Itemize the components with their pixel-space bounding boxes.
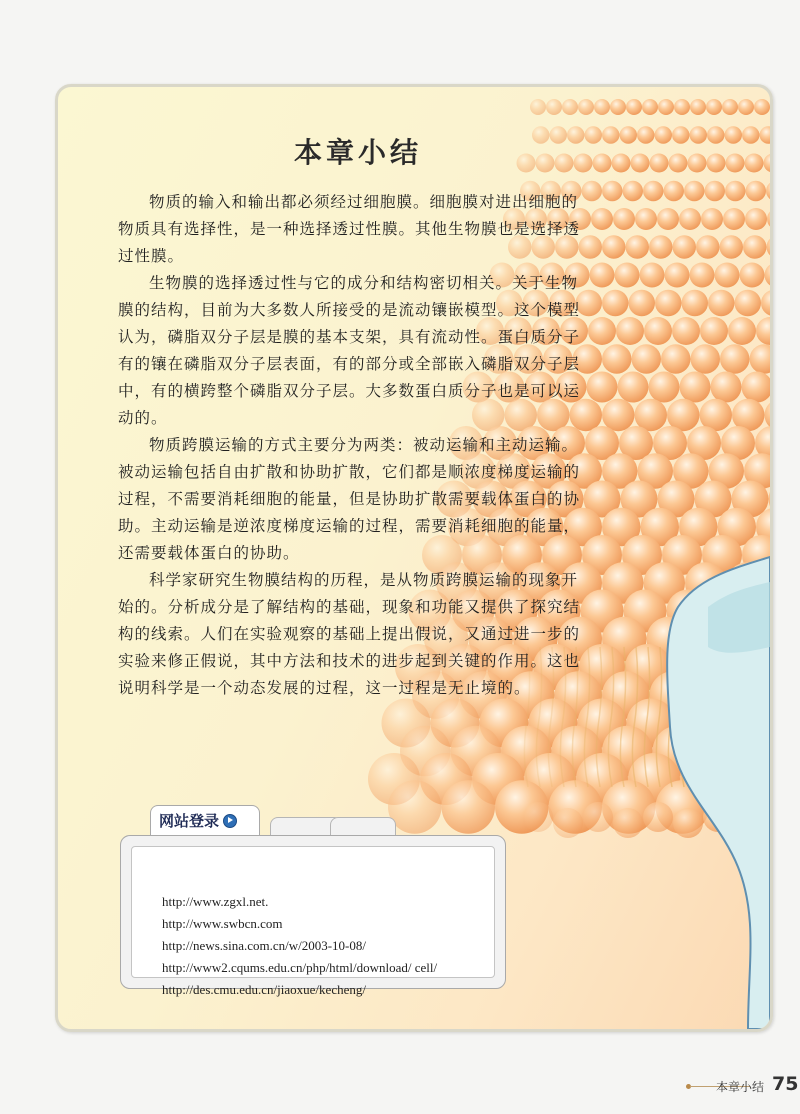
tab-label: 网站登录 bbox=[159, 812, 220, 830]
phospholipid-head bbox=[623, 181, 644, 202]
phospholipid-head bbox=[643, 802, 673, 832]
phospholipid-head bbox=[764, 154, 771, 173]
phospholipid-head bbox=[679, 208, 701, 230]
phospholipid-head bbox=[690, 263, 715, 288]
phospholipid-head bbox=[664, 181, 685, 202]
phospholipid-head bbox=[766, 181, 770, 202]
phospholipid-head bbox=[590, 263, 615, 288]
phospholipid-head bbox=[760, 126, 771, 144]
website-link[interactable]: http://www2.cqums.edu.cn/php/html/download/ cell/ bbox=[162, 960, 438, 975]
phospholipid-head bbox=[674, 99, 690, 115]
phospholipid-head bbox=[705, 181, 726, 202]
tab-ghost bbox=[330, 817, 396, 836]
phospholipid-head bbox=[553, 808, 583, 838]
phospholipid-head bbox=[530, 99, 546, 115]
phospholipid-head bbox=[602, 290, 629, 317]
website-login-box bbox=[120, 805, 510, 997]
phospholipid-head bbox=[523, 802, 553, 832]
phospholipid-head bbox=[690, 99, 706, 115]
phospholipid-head bbox=[673, 235, 697, 259]
phospholipid-head bbox=[658, 99, 674, 115]
phospholipid-head bbox=[726, 154, 745, 173]
phospholipid-head bbox=[669, 154, 688, 173]
phospholipid-head bbox=[745, 154, 764, 173]
phospholipid-head bbox=[643, 181, 664, 202]
phospholipid-head bbox=[661, 344, 691, 374]
phospholipid-head bbox=[706, 99, 722, 115]
phospholipid-head bbox=[616, 317, 644, 345]
phospholipid-head bbox=[602, 344, 632, 374]
website-link[interactable]: http://news.sina.com.cn/w/2003-10-08/ bbox=[162, 938, 367, 953]
phospholipid-head bbox=[715, 263, 740, 288]
phospholipid-head bbox=[708, 290, 735, 317]
phospholipid-head bbox=[745, 208, 767, 230]
website-list bbox=[131, 846, 495, 997]
phospholipid-head bbox=[655, 290, 682, 317]
arrow-icon bbox=[223, 814, 237, 828]
phospholipid-head bbox=[722, 99, 738, 115]
website-link[interactable]: http://www.zgxl.net. bbox=[162, 894, 269, 909]
phospholipid-head bbox=[740, 263, 765, 288]
phospholipid-head bbox=[578, 99, 594, 115]
phospholipid-head bbox=[728, 317, 756, 345]
phospholipid-head bbox=[632, 344, 662, 374]
phospholipid-head bbox=[635, 208, 657, 230]
phospholipid-head bbox=[738, 99, 754, 115]
phospholipid-head bbox=[711, 372, 742, 403]
phospholipid-head bbox=[735, 290, 762, 317]
phospholipid-head bbox=[742, 126, 760, 144]
phospholipid-head bbox=[673, 808, 703, 838]
phospholipid-head bbox=[688, 154, 707, 173]
phospholipid-head bbox=[602, 235, 626, 259]
phospholipid-head bbox=[591, 208, 613, 230]
phospholipid-head bbox=[626, 235, 650, 259]
summary-text bbox=[118, 189, 588, 702]
phospholipid-head bbox=[588, 317, 616, 345]
phospholipid-head bbox=[743, 235, 767, 259]
phospholipid-head bbox=[707, 126, 725, 144]
website-link[interactable]: http://www.swbcn.com bbox=[162, 916, 283, 931]
phospholipid-head bbox=[640, 263, 665, 288]
phospholipid-head bbox=[720, 344, 750, 374]
phospholipid-head bbox=[682, 290, 709, 317]
paragraph-4: 科学家研究生物膜结构的历程，是从物质跨膜运输的现象开始的。分析成分是了解结构的基础，现象和功能又提供了探究结构的线索。人们在实验观察的基础上提出假说，又通过进一步的实验来修正假说，其中方法和技术的进步起到关键的作用。这也说明科学是一个动态发展的过程，这一过程是无止境的。 bbox=[118, 571, 581, 697]
phospholipid-head bbox=[725, 181, 746, 202]
phospholipid-head bbox=[696, 235, 720, 259]
phospholipid-head bbox=[583, 802, 613, 832]
phospholipid-head bbox=[767, 235, 771, 259]
phospholipid-head bbox=[707, 154, 726, 173]
website-frame bbox=[120, 835, 506, 997]
phospholipid-head bbox=[546, 99, 562, 115]
page-number: 75 bbox=[772, 1073, 799, 1095]
phospholipid-head bbox=[680, 372, 711, 403]
phospholipid-head bbox=[587, 372, 618, 403]
phospholipid-head bbox=[615, 263, 640, 288]
phospholipid-head bbox=[602, 181, 623, 202]
phospholipid-head bbox=[750, 344, 771, 374]
phospholipid-head bbox=[672, 126, 690, 144]
phospholipid-head bbox=[767, 208, 770, 230]
phospholipid-head bbox=[701, 208, 723, 230]
phospholipid-head bbox=[754, 99, 770, 115]
phospholipid-head bbox=[657, 208, 679, 230]
paragraph-1: 物质的输入和输出都必须经过细胞膜。细胞膜对进出细胞的物质具有选择性，是一种选择透过性膜。其他生物膜也是选择透过性膜。 bbox=[118, 193, 581, 265]
phospholipid-head bbox=[644, 317, 672, 345]
phospholipid-head bbox=[613, 208, 635, 230]
page-title: 本章小结 bbox=[293, 136, 422, 169]
phospholipid-head bbox=[746, 181, 767, 202]
phospholipid-head bbox=[756, 317, 770, 345]
phospholipid-head bbox=[700, 317, 728, 345]
phospholipid-head bbox=[594, 99, 610, 115]
phospholipid-head bbox=[610, 99, 626, 115]
website-link[interactable]: http://des.cmu.edu.cn/jiaoxue/kecheng/ bbox=[162, 982, 366, 997]
summary-panel bbox=[55, 84, 773, 1032]
phospholipid-head bbox=[626, 99, 642, 115]
phospholipid-head bbox=[649, 372, 680, 403]
footer-section-label: 本章小结 bbox=[716, 1080, 765, 1094]
phospholipid-head bbox=[618, 372, 649, 403]
phospholipid-head bbox=[684, 181, 705, 202]
phospholipid-head bbox=[649, 235, 673, 259]
phospholipid-head bbox=[642, 99, 658, 115]
phospholipid-head bbox=[613, 808, 643, 838]
phospholipid-head bbox=[765, 263, 771, 288]
phospholipid-head bbox=[562, 99, 578, 115]
phospholipid-head bbox=[629, 290, 656, 317]
phospholipid-head bbox=[725, 126, 743, 144]
phospholipid-head bbox=[742, 372, 771, 403]
phospholipid-head bbox=[665, 263, 690, 288]
phospholipid-head bbox=[672, 317, 700, 345]
paragraph-3: 物质跨膜运输的方式主要分为两类：被动运输和主动运输。被动运输包括自由扩散和协助扩散，它们都是顺浓度梯度运输的过程，不需要消耗细胞的能量，但是协助扩散需要载体蛋白的协助。主动运输是逆浓度梯度运输的过程，需要消耗细胞的能量，还需要载体蛋白的协助。 bbox=[118, 436, 581, 562]
phospholipid-head bbox=[690, 126, 708, 144]
phospholipid-head bbox=[720, 235, 744, 259]
paragraph-2: 生物膜的选择透过性与它的成分和结构密切相关。关于生物膜的结构，目前为大多数人所接受的是流动镶嵌模型。这个模型认为，磷脂双分子层是膜的基本支架，具有流动性。蛋白质分子有的镶在磷脂双分子层表面，有的部分或全部嵌入磷脂双分子层中，有的横跨整个磷脂双分子层。大多数蛋白质分子也是可以运动的。 bbox=[118, 274, 581, 427]
phospholipid-head bbox=[691, 344, 721, 374]
tab-website-login[interactable] bbox=[150, 805, 260, 835]
phospholipid-head bbox=[723, 208, 745, 230]
phospholipid-head bbox=[602, 399, 635, 432]
phospholipid-head bbox=[761, 290, 770, 317]
